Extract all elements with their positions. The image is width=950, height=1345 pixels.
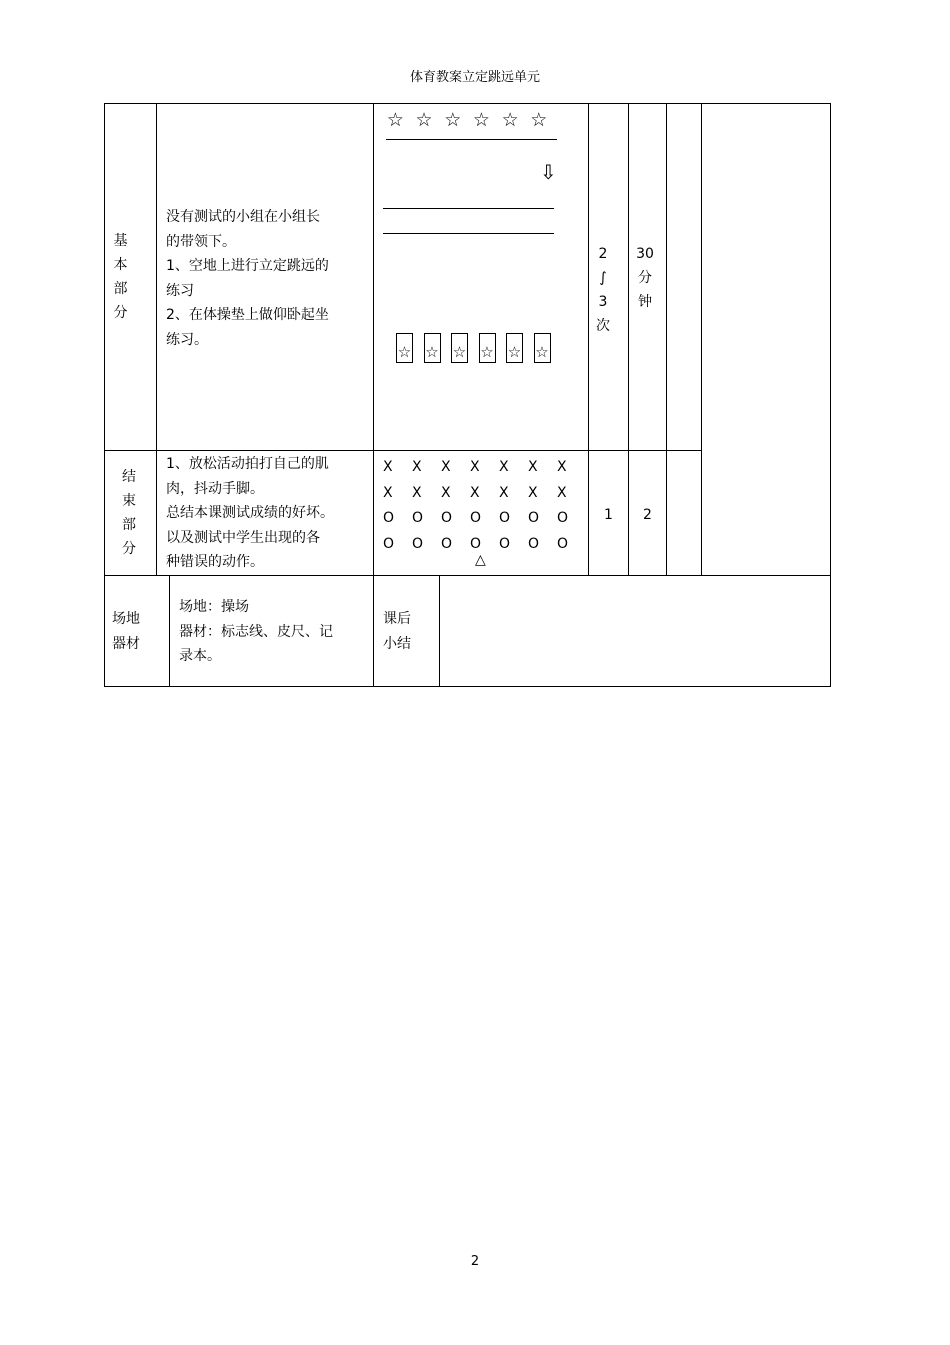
- column-divider: [628, 103, 629, 576]
- star-icon: ☆: [501, 109, 519, 131]
- basic-section-label: 基 本 部 分: [113, 233, 128, 321]
- column-divider: [169, 575, 170, 687]
- table-border-top: [104, 103, 831, 104]
- star-icon: ☆: [415, 109, 433, 131]
- row-divider: [104, 450, 702, 451]
- venue-content: 场地：操场 器材：标志线、皮尺、记 录本。: [179, 599, 333, 664]
- column-divider: [701, 103, 702, 576]
- page-number: 2: [470, 1254, 480, 1269]
- student-star-row: [381, 109, 553, 131]
- mat-star-icon: ☆: [424, 333, 441, 363]
- table-border-bottom: [104, 686, 831, 687]
- star-icon: ☆: [386, 109, 404, 131]
- row-divider: [104, 575, 831, 576]
- table-border-left: [104, 103, 105, 687]
- column-divider: [666, 103, 667, 576]
- star-icon: ☆: [444, 109, 462, 131]
- column-divider: [156, 103, 157, 576]
- landing-line: [383, 208, 554, 209]
- mat-star-icon: ☆: [534, 333, 551, 363]
- mat-star-icon: ☆: [506, 333, 523, 363]
- column-divider: [588, 103, 589, 576]
- end-section-content: 1、放松活动拍打自己的肌 肉，抖动手脚。 总结本课测试成绩的好坏。 以及测试中学生出现的各 种错误的动作。: [166, 456, 334, 570]
- page-title: 体育教案立定跳远单元: [409, 70, 540, 85]
- end-section-duration: 2: [643, 507, 652, 523]
- basic-section-times: 2 ∫ 3 次: [596, 246, 610, 334]
- table-border-right: [830, 103, 831, 687]
- star-icon: ☆: [472, 109, 490, 131]
- column-divider: [439, 575, 440, 687]
- start-line: [386, 139, 557, 140]
- basic-section-content: 没有测试的小组在小组长 的带领下。 1、空地上进行立定跳远的 练习 2、在体操垫上做仰卧起坐 练习。: [166, 209, 329, 348]
- venue-label: 场地 器材: [112, 611, 140, 652]
- column-divider: [373, 103, 374, 687]
- landing-line: [383, 233, 554, 234]
- end-section-label: 结 束 部 分: [122, 469, 136, 557]
- formation-row: O O O O O O O: [383, 535, 569, 552]
- summary-label: 课后 小结: [383, 611, 411, 652]
- teacher-triangle-icon: △: [475, 552, 486, 568]
- formation-row: X X X X X X X: [383, 484, 567, 501]
- star-icon: ☆: [530, 109, 548, 131]
- formation-rows: [383, 455, 586, 557]
- formation-row: O O O O O O O: [383, 510, 569, 526]
- mat-star-icon: ☆: [396, 333, 413, 363]
- end-section-times: 1: [604, 507, 613, 523]
- mat-star-icon: ☆: [479, 333, 496, 363]
- basic-section-duration: 30 分 钟: [636, 246, 654, 310]
- mat-row: [396, 333, 561, 367]
- mat-star-icon: ☆: [451, 333, 468, 363]
- arrow-down-icon: ⇩: [540, 160, 557, 184]
- formation-row: X X X X X X X: [383, 459, 567, 475]
